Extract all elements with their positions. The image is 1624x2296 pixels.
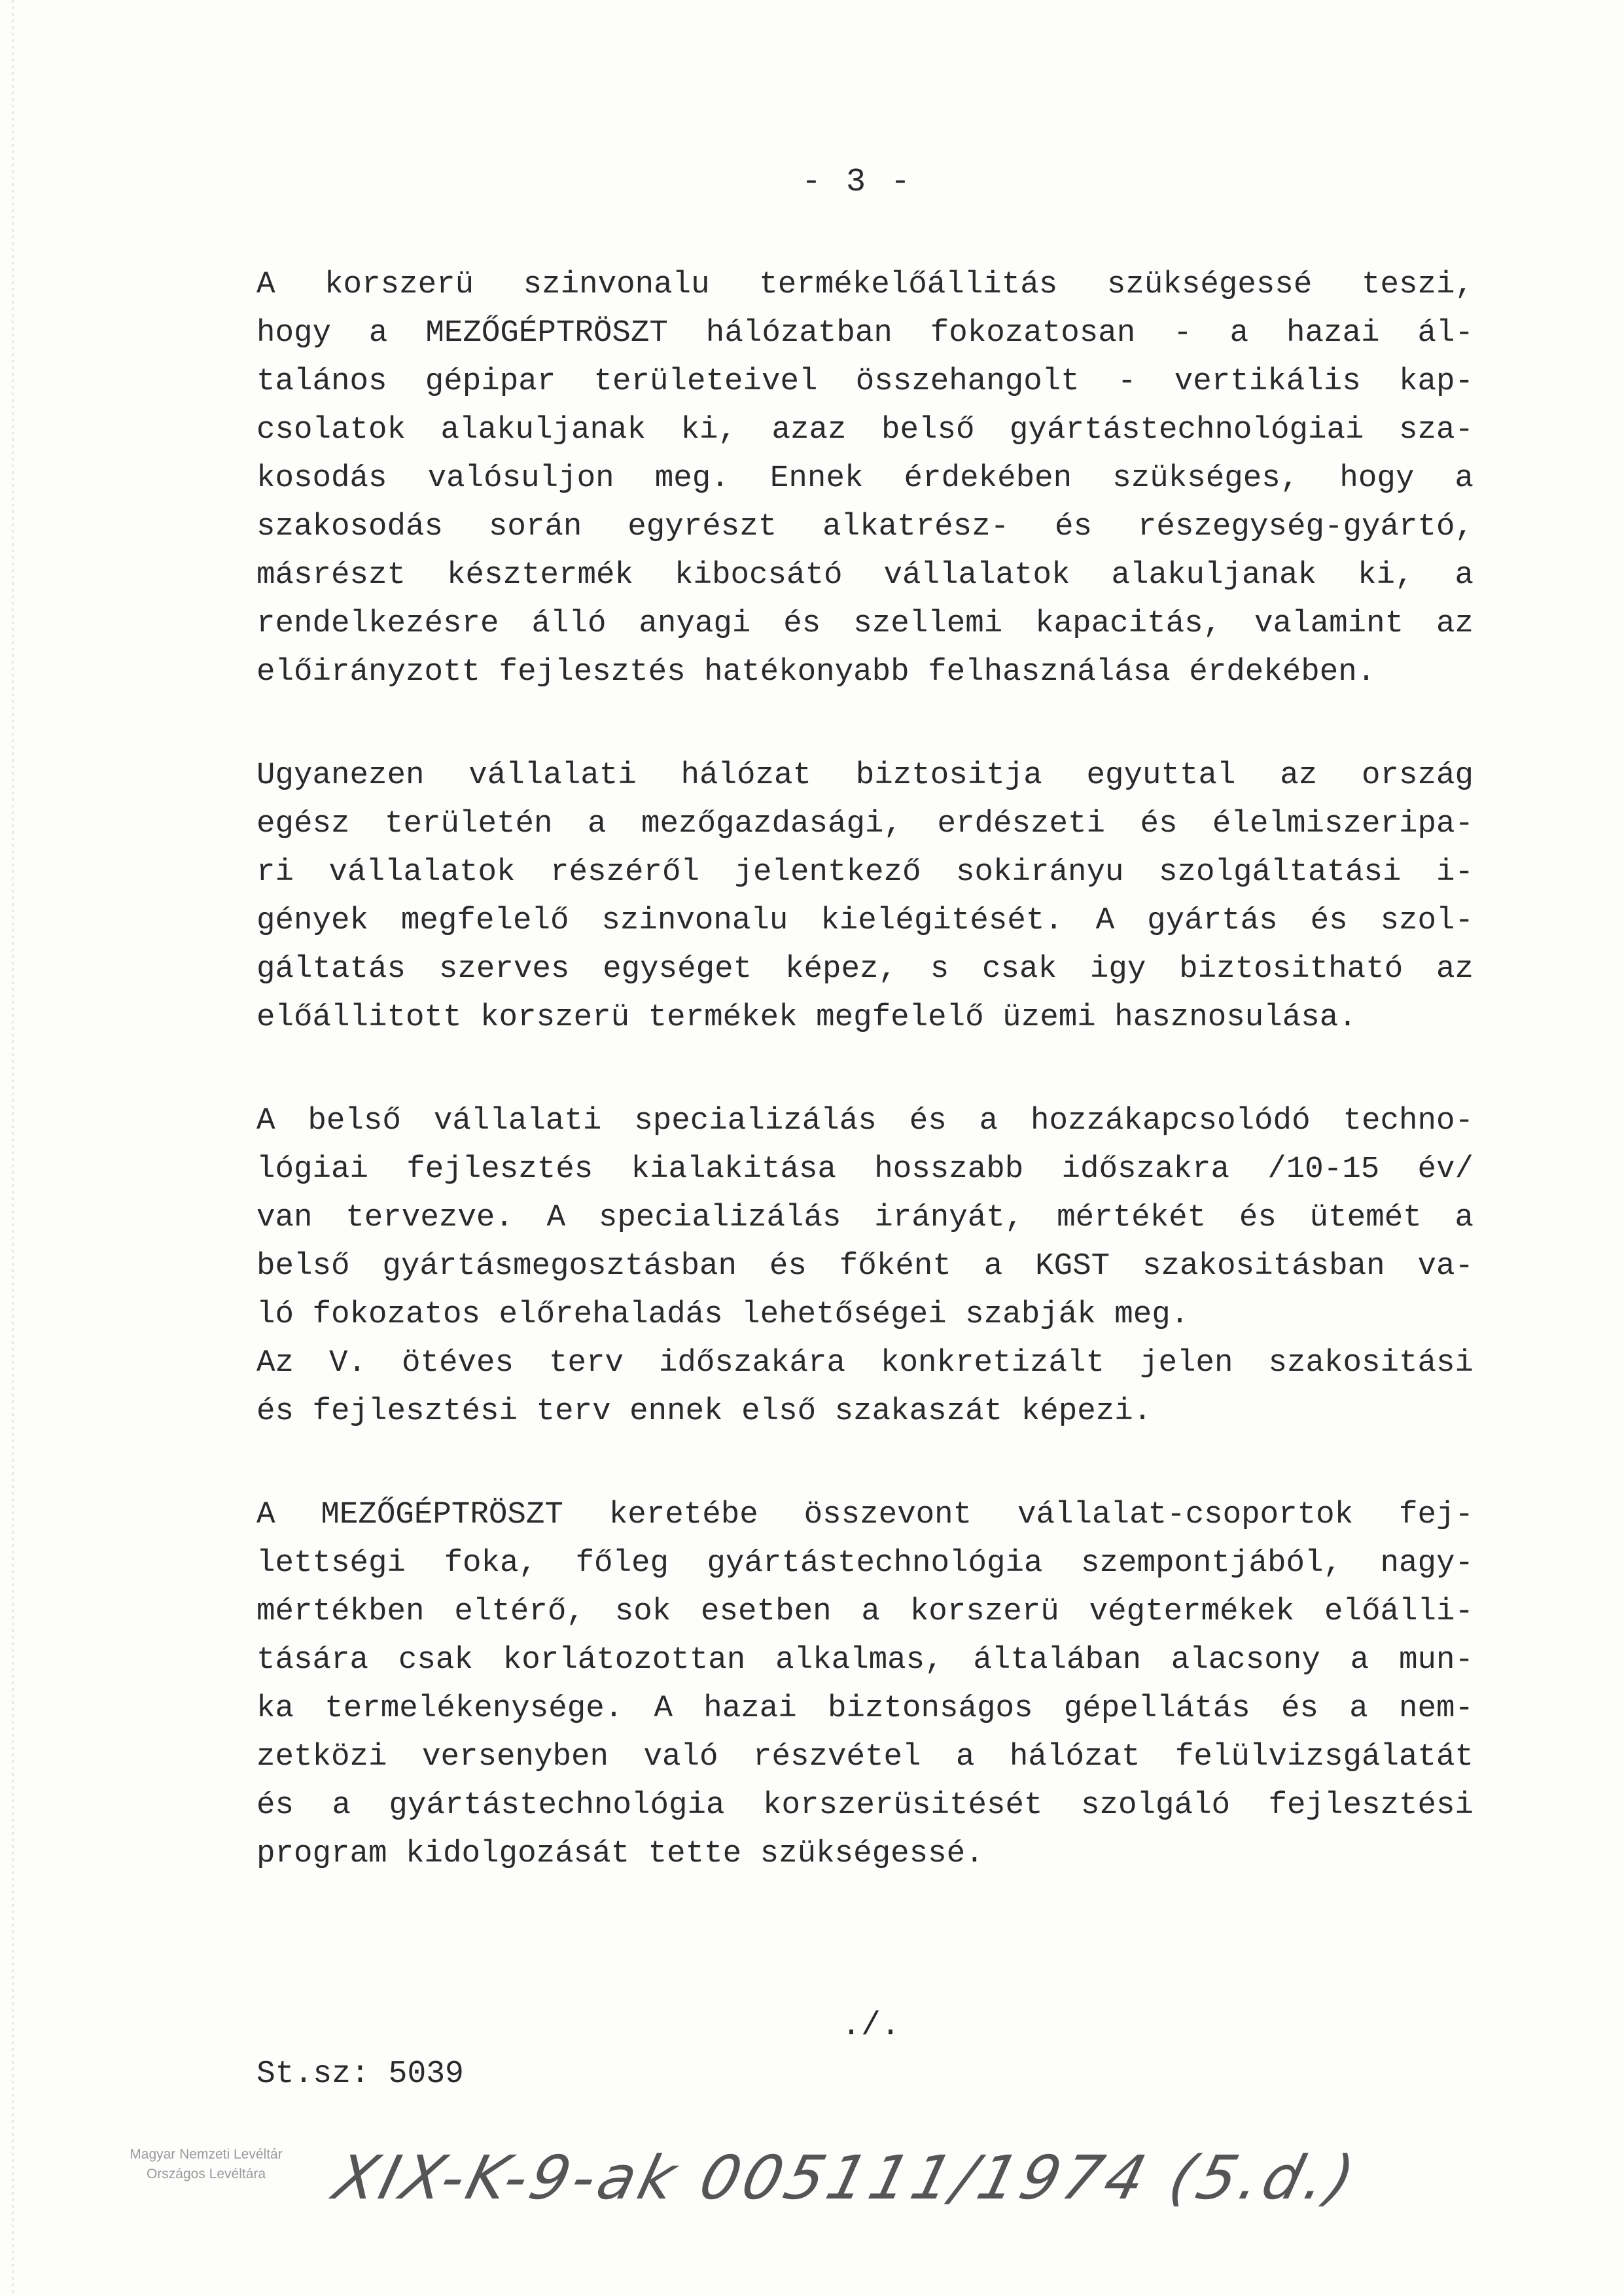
text-line: előállitott korszerü termékek megfelelő üzemi hasznosulása. [256,1000,1357,1035]
document-body [256,260,1474,1878]
paragraph-1 [256,260,1474,696]
text-line: lettségi foka, főleg gyártástechnológia szempontjából, nagy- [256,1545,1474,1581]
text-line: program kidolgozását tette szükségessé. [256,1836,984,1871]
text-line: ló fokozatos előrehaladás lehetőségei szabják meg. [256,1297,1190,1332]
text-line: talános gépipar területeivel összehangolt - vertikális kap- [256,364,1474,399]
text-line: és fejlesztési terv ennek első szakaszát képezi. [256,1394,1152,1429]
text-line: Ugyanezen vállalati hálózat biztositja egyuttal az ország [256,758,1474,793]
text-line: előirányzott fejlesztés hatékonyabb felhasználása érdekében. [256,654,1376,690]
text-line: belső gyártásmegosztásban és főként a KGST szakositásban va- [256,1248,1474,1284]
text-line: tására csak korlátozottan alkalmas, általában alacsony a mun- [256,1642,1474,1678]
page-edge-perforation [12,0,14,2296]
text-line: csolatok alakuljanak ki, azaz belső gyártástechnológiai sza- [256,412,1474,448]
text-line: mértékben eltérő, sok esetben a korszerü végtermékek előálli- [256,1594,1474,1629]
reference-number: St.sz: 5039 [256,2057,464,2092]
archive-stamp [98,2145,314,2184]
text-line: szakosodás során egyrészt alkatrész- és részegység-gyártó, [256,509,1474,544]
text-line: ri vállalatok részéről jelentkező sokirányu szolgáltatási i- [256,855,1474,890]
text-line: lógiai fejlesztés kialakitása hosszabb időszakra /10-15 év/ [256,1152,1474,1187]
text-line: egész területén a mezőgazdasági, erdészeti és élelmiszeripa- [256,806,1474,841]
handwritten-archive-signature: XIX-K-9-ak 005111/1974 (5.d.) [327,2143,1366,2213]
text-line: másrészt késztermék kibocsátó vállalatok alakuljanak ki, a [256,557,1474,593]
paragraph-4 [256,1491,1474,1878]
text-line: A MEZŐGÉPTRÖSZT keretébe összevont vállalat-csoportok fej- [256,1497,1474,1532]
text-line: hogy a MEZŐGÉPTRÖSZT hálózatban fokozatosan - a hazai ál- [256,315,1474,351]
paragraph-gap [256,1042,1474,1097]
page-number: - 3 - [801,164,913,201]
archive-stamp-line: Magyar Nemzeti Levéltár [130,2147,283,2162]
paragraph-gap [256,696,1474,751]
text-line: gáltatás szerves egységet képez, s csak igy biztositható az [256,951,1474,987]
text-line: A belső vállalati specializálás és a hozzákapcsolódó techno- [256,1103,1474,1139]
text-line: ka termelékenysége. A hazai biztonságos gépellátás és a nem- [256,1691,1474,1726]
text-line: rendelkezésre álló anyagi és szellemi kapacitás, valamint az [256,606,1474,641]
text-line: zetközi versenyben való részvétel a hálózat felülvizsgálatát [256,1739,1474,1775]
text-line: A korszerü szinvonalu termékelőállitás szükségessé teszi, [256,267,1474,302]
paragraph-3 [256,1097,1474,1436]
paragraph-2 [256,751,1474,1042]
archive-stamp-line: Országos Levéltára [146,2166,266,2181]
text-line: kosodás valósuljon meg. Ennek érdekében szükséges, hogy a [256,461,1474,496]
paragraph-gap [256,1436,1474,1491]
text-line: van tervezve. A specializálás irányát, mértékét és ütemét a [256,1200,1474,1235]
text-line: Az V. ötéves terv időszakára konkretizált jelen szakositási [256,1345,1474,1381]
text-line: és a gyártástechnológia korszerüsitését szolgáló fejlesztési [256,1788,1474,1823]
continuation-mark: ./. [841,2007,901,2045]
text-line: gények megfelelő szinvonalu kielégitését. A gyártás és szol- [256,903,1474,938]
